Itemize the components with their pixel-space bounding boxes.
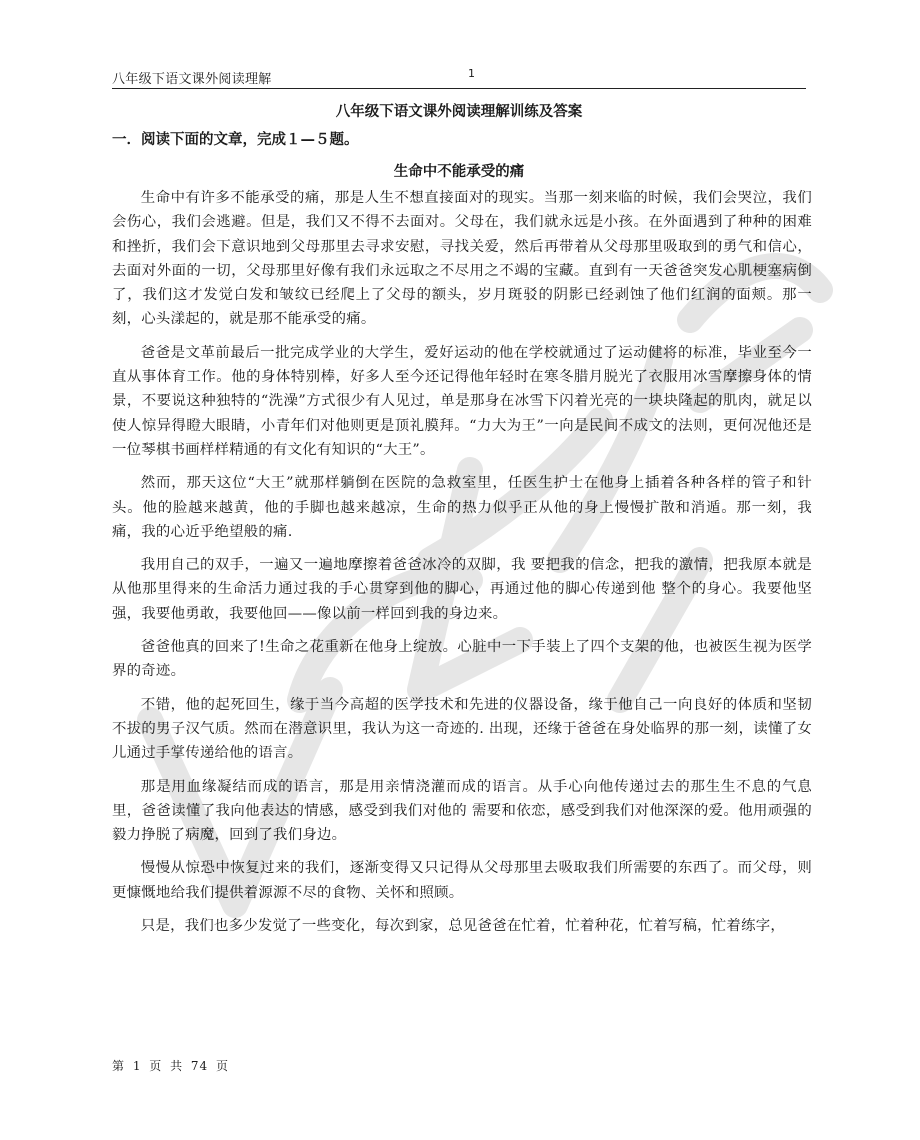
paragraph: 然而，那天这位“大王”就那样躺倒在医院的急救室里，任医生护士在他身上插着各种各样的管子和针头。他的脸越来越黄，他的手脚也越来越凉，生命的热力似乎正从他的身上慢慢扩散和消遁。那一刻，我痛，我的心近乎绝望般的痛.	[112, 475, 812, 540]
paragraph: 我用自己的双手，一遍又一遍地摩擦着爸爸冰冷的双脚，我 要把我的信念，把我的激情，把我原本就是从他那里得来的生命活力通过我的手心贯穿到他的脚心，再通过他的脚心传递到他 整个的身心。我要他坚强，我要他勇敢，我要他回——像以前一样回到我的身边来。	[112, 557, 812, 622]
header-page-number: 1	[468, 67, 475, 80]
header-title: 八年级下语文课外阅读理解	[112, 72, 272, 87]
paragraph: 爸爸是文革前最后一批完成学业的大学生，爱好运动的他在学校就通过了运动健将的标准，毕业至今一直从事体育工作。他的身体特别棒，好多人至今还记得他年轻时在寒冬腊月脱光了衣服用冰雪摩擦身体的情景，不要说这种独特的“洗澡”方式很少有人见过，单是那身在冰雪下闪着光亮的一块块隆起的肌肉，就足以使人惊异得瞪大眼睛，小青年们对他则更是顶礼膜拜。“力大为王”一向是民间不成文的法则，更何况他还是一位琴棋书画样样精通的有文化有知识的“大王”。	[112, 344, 812, 458]
paragraph: 慢慢从惊恐中恢复过来的我们，逐渐变得又只记得从父母那里去吸取我们所需要的东西了。而父母，则更慷慨地给我们提供着源源不尽的食物、关怀和照顾。	[112, 860, 812, 901]
article-title: 生命中不能承受的痛	[393, 164, 525, 180]
article-body	[112, 186, 812, 947]
page-header	[112, 66, 806, 89]
page-footer: 第 1 页 共 74 页	[112, 1059, 229, 1073]
paragraph: 那是用血缘凝结而成的语言，那是用亲情浇灌而成的语言。从手心向他传递过去的那生生不息的气息里，爸爸读懂了我向他表达的情感，感受到我们对他的 需要和依恋，感受到我们对他深深的爱。他用顽强的毅力挣脱了病魔，回到了我们身边。	[112, 778, 812, 844]
paragraph: 不错，他的起死回生，缘于当今高超的医学技术和先进的仪器设备，缘于他自己一向良好的体质和坚韧不拔的男子汉气质。然而在潜意识里，我认为这一奇迹的. 出现，还缘于爸爸在身处临界的那一刻，读懂了女儿通过手掌传递给他的语言。	[112, 696, 812, 762]
paragraph: 生命中有许多不能承受的痛，那是人生不想直接面对的现实。当那一刻来临的时候，我们会哭泣，我们会伤心，我们会逃避。但是，我们又不得不去面对。父母在，我们就永远是小孩。在外面遇到了种种的困难和挫折，我们会下意识地到父母那里去寻求安慰，寻找关爱，然后再带着从父母那里吸取到的勇气和信心，去面对外面的一切，父母那里好像有我们永远取之不尽用之不竭的宝藏。直到有一天爸爸突发心肌梗塞病倒了，我们这才发觉白发和皱纹已经爬上了父母的额头，岁月斑驳的阴影已经剥蚀了他们红润的面颊。那一刻，心头漾起的，就是那不能承受的痛。	[112, 190, 812, 328]
paragraph: 爸爸他真的回来了!生命之花重新在他身上绽放。心脏中一下手装上了四个支架的他，也被医生视为医学界的奇迹。	[112, 639, 812, 680]
section-heading: 一．阅读下面的文章，完成１—５题。	[112, 132, 359, 148]
document-title: 八年级下语文课外阅读理解训练及答案	[335, 104, 583, 120]
paragraph: 只是，我们也多少发觉了一些变化，每次到家，总见爸爸在忙着，忙着种花，忙着写稿，忙着练字，	[140, 918, 785, 935]
